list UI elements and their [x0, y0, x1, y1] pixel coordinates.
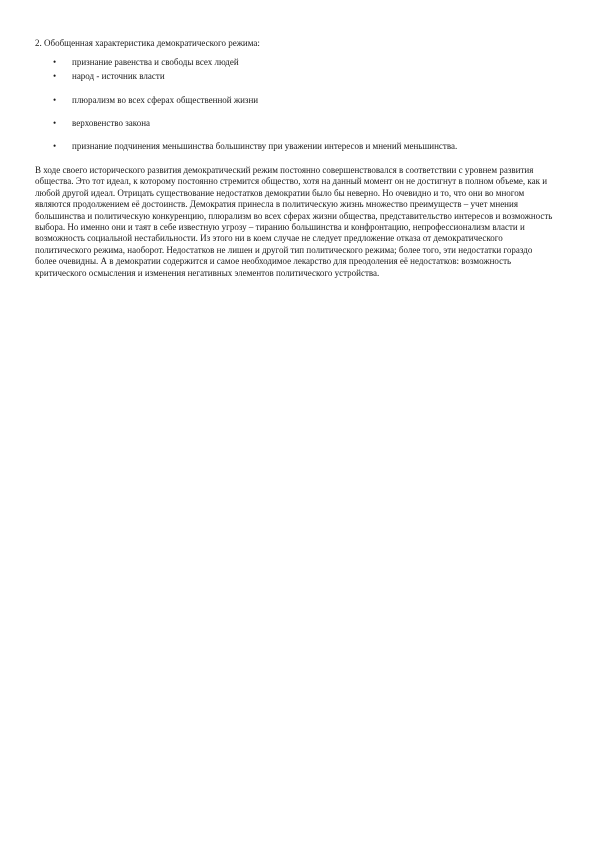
list-item-text: плюрализм во всех сферах общественной жизни [72, 95, 259, 105]
list-item-text: верховенство закона [72, 118, 150, 128]
bullet-icon: • [53, 71, 57, 81]
section-heading: 2. Обобщенная характеристика демократического режима: [35, 38, 260, 48]
bullet-icon: • [53, 57, 57, 67]
bullet-icon: • [53, 95, 57, 105]
list-item-text: признание подчинения меньшинства большинству при уважении интересов и мнений меньшинства. [72, 141, 458, 151]
bullet-icon: • [53, 118, 57, 128]
list-item-text: народ - источник власти [72, 71, 165, 81]
body-paragraph: В ходе своего исторического развития демократический режим постоянно совершенствовался в соответствии с уровнем развития общества. Это тот идеал, к которому постоянно стремится общество, хотя на данный момент он не достигнут в полном объеме, как и любой другой идеал. Отрицать существование недостатков демократии было бы неверно. Но очевидно и то, что они во многом являются продолжением её достоинств. Демократия принесла в политическую жизнь множество преимуществ – учет мнения большинства и политическую конкуренцию, плюрализм во всех сферах жизни общества, представительство интересов и возможность выбора. Но именно они и таят в себе известную угрозу – тиранию большинства и конфронтацию, непрофессионализм власти и возможность социальной нестабильности. Из этого ни в коем случае не следует предложение отказа от демократического политического режима, наоборот. Недостатков не лишен и другой тип политического режима; более того, эти недостатки гораздо более очевидны. А в демократии содержится и самое необходимое лекарство для преодоления её недостатков: возможность критического осмысления и изменения негативных элементов политического устройства. [35, 165, 553, 278]
list-item-text: признание равенства и свободы всех людей [72, 57, 239, 67]
bullet-icon: • [53, 141, 57, 151]
